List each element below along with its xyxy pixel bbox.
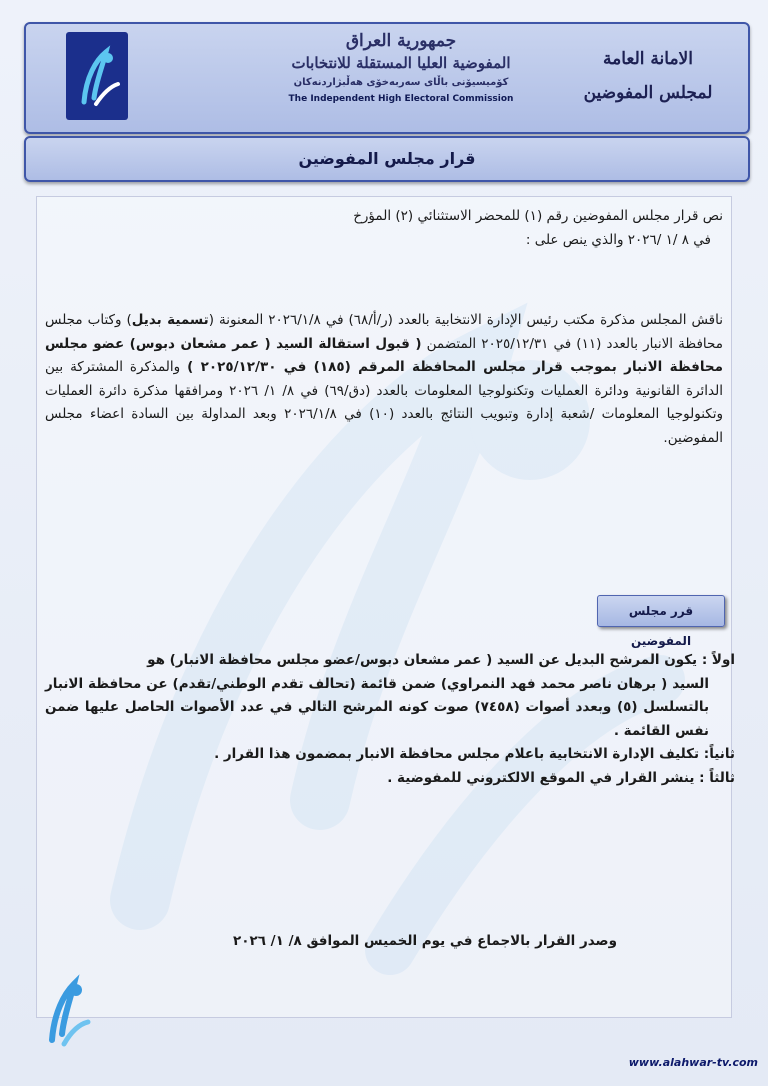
decision-items bbox=[45, 649, 735, 790]
ihec-small-logo-icon bbox=[40, 968, 92, 1050]
discussion-text-2: ) وكتاب مجلس محافظة الانبار بالعدد (١١) في ٢٠٢٥/١٢/٣١ المتضمن bbox=[45, 312, 723, 352]
decision-item-third: ثالثاً : ينشر القرار في الموقع الالكتروني للمفوضية . bbox=[387, 769, 735, 786]
commission-arabic-line1: جمهورية العراق bbox=[345, 31, 457, 51]
commission-kurdish-line: کۆمیسیۆنی باڵای سەربەخۆی هەڵبژاردنەکان bbox=[293, 77, 509, 88]
commission-english-line: The Independent High Electoral Commission bbox=[288, 94, 514, 104]
decision-item-first: اولاً : يكون المرشح البديل عن السيد ( عمر مشعان دبوس/عضو مجلس محافظة الانبار) هو bbox=[147, 652, 735, 668]
commission-arabic-line2: المفوضية العليا المستقلة للانتخابات bbox=[291, 54, 511, 72]
intro-line1: نص قرار مجلس المفوضين رقم (١) للمحضر الاستثنائي (٢) المؤرخ bbox=[353, 208, 723, 224]
discussion-text-1: ناقش المجلس مذكرة مكتب رئيس الإدارة الانتخابية بالعدد (ر/أ/٦٨) في ٢٠٢٦/١/٨ المعنونة ( bbox=[208, 312, 723, 328]
decision-item-second: ثانياً: تكليف الإدارة الانتخابية باعلام مجلس محافظة الانبار بمضمون هذا القرار . bbox=[214, 746, 735, 762]
commission-name-block bbox=[256, 30, 546, 126]
discussion-resignation: ( قبول استقالة السيد ( عمر مشعان دبوس) عضو مجلس محافظة الانبار بموجب قرار مجلس المحافظة المرقم (١٨٥) في ٢٠٢٥/١٢/٣٠ ) bbox=[45, 335, 723, 375]
decision-item-first-cont: السيد ( برهان ناصر محمد فهد النمراوي) ضمن قائمة (تحالف تقدم الوطني/تقدم) عن محافظة الانبار بالتسلسل (٥) وبعدد أصوات (٧٤٥٨) صوت كونه المرشح التالي في عدد الأصوات الحاصل عليها ضمن نفس القائمة . bbox=[45, 675, 710, 739]
document-body bbox=[36, 196, 735, 1018]
discussion-text-3: والمذكرة المشتركة بين الدائرة القانونية ودائرة العمليات وتكنولوجيا المعلومات بالعدد (دق/٦٩) في ٨/ ١/ ٢٠٢٦ ومرافقها مذكرة دائرة العمليات وتكنولوجيا المعلومات /شعبة إدارة وتبويب النتائج بالعدد (١٠) في ٢٠٢٦/١/٨ وبعد المداولة بين السادة اعضاء مجلس المفوضين. bbox=[45, 359, 724, 446]
secretariat-line1: الامانة العامة bbox=[603, 49, 693, 69]
secretariat-title bbox=[578, 42, 718, 110]
closing-statement: وصدر القرار بالاجماع في يوم الخميس الموافق ٨/ ١/ ٢٠٢٦ bbox=[233, 933, 617, 949]
ihec-logo-icon bbox=[66, 32, 128, 120]
intro-paragraph bbox=[45, 205, 723, 252]
decision-badge: قرر مجلس المفوضين bbox=[597, 595, 725, 627]
discussion-subject: تسمية بديل bbox=[131, 312, 209, 328]
document-title: قرار مجلس المفوضين bbox=[24, 136, 750, 182]
header-banner bbox=[24, 22, 750, 134]
discussion-paragraph bbox=[45, 309, 723, 450]
site-url: www.alahwar-tv.com bbox=[628, 1056, 758, 1069]
intro-line2: في ٨ /١ /٢٠٢٦ والذي ينص على : bbox=[525, 231, 711, 248]
secretariat-line2: لمجلس المفوضين bbox=[583, 83, 713, 103]
